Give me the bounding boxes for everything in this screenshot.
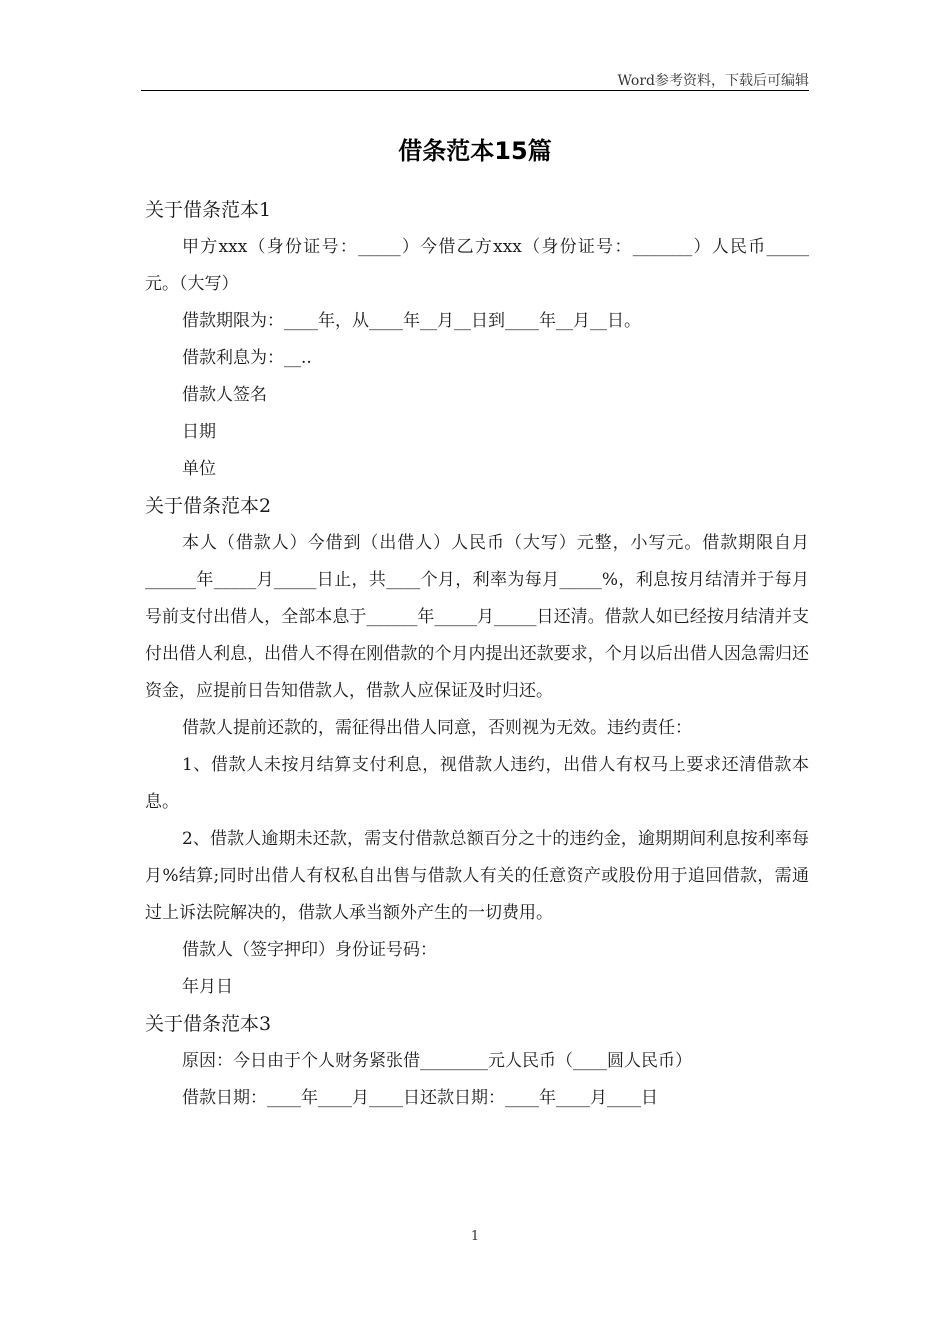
paragraph: 本人（借款人）今借到（出借人）人民币（大写）元整，小写元。借款期限自月______年_____月_____日止，共____个月，利率为每月_____%，利息按月结清并于每月号前支付出借人，全部本息于______年_____月_____日还清。借款人如已经按月结清并支付出借人利息，出借人不得在刚借款的个月内提出还款要求，个月以后出借人因急需归还资金，应提前日告知借款人，借款人应保证及时归还。 <box>145 533 809 701</box>
paragraph: 借款人提前还款的，需征得出借人同意，否则视为无效。违约责任： <box>182 718 692 738</box>
section-1 <box>145 192 809 488</box>
paragraph: 借款期限为：____年，从____年__月__日到____年__月__日。 <box>182 311 641 331</box>
page-number: 1 <box>470 1229 480 1244</box>
section-2 <box>145 488 809 1006</box>
paragraph: 借款日期：____年____月____日还款日期：____年____月____日 <box>182 1088 658 1108</box>
paragraph: 借款人（签字押印）身份证号码： <box>182 940 437 960</box>
section-heading: 关于借条范本2 <box>145 495 272 517</box>
paragraph: 甲方xxx（身份证号：_____）今借乙方xxx（身份证号：_______）人民币_____元。（大写） <box>145 237 809 294</box>
paragraph: 日期 <box>182 422 216 442</box>
section-3 <box>145 1006 809 1117</box>
section-heading: 关于借条范本1 <box>145 199 272 221</box>
document-body <box>145 192 809 1117</box>
paragraph: 借款人签名 <box>182 385 267 405</box>
paragraph: 1、借款人未按月结算支付利息，视借款人违约，出借人有权马上要求还清借款本息。 <box>145 755 809 812</box>
paragraph: 年月日 <box>182 977 233 997</box>
paragraph: 借款利息为：__.. <box>182 348 312 368</box>
paragraph: 原因：今日由于个人财务紧张借________元人民币（____圆人民币） <box>182 1051 692 1071</box>
header-divider <box>141 90 809 91</box>
paragraph: 2、借款人逾期未还款，需支付借款总额百分之十的违约金，逾期期间利息按利率每月%结算;同时出借人有权私自出售与借款人有关的任意资产或股份用于追回借款，需通过上诉法院解决的，借款人承当额外产生的一切费用。 <box>145 829 809 923</box>
paragraph: 单位 <box>182 459 216 479</box>
header-note: Word参考资料，下载后可编辑 <box>617 73 809 89</box>
document-title: 借条范本15篇 <box>398 137 552 165</box>
section-heading: 关于借条范本3 <box>145 1013 272 1035</box>
